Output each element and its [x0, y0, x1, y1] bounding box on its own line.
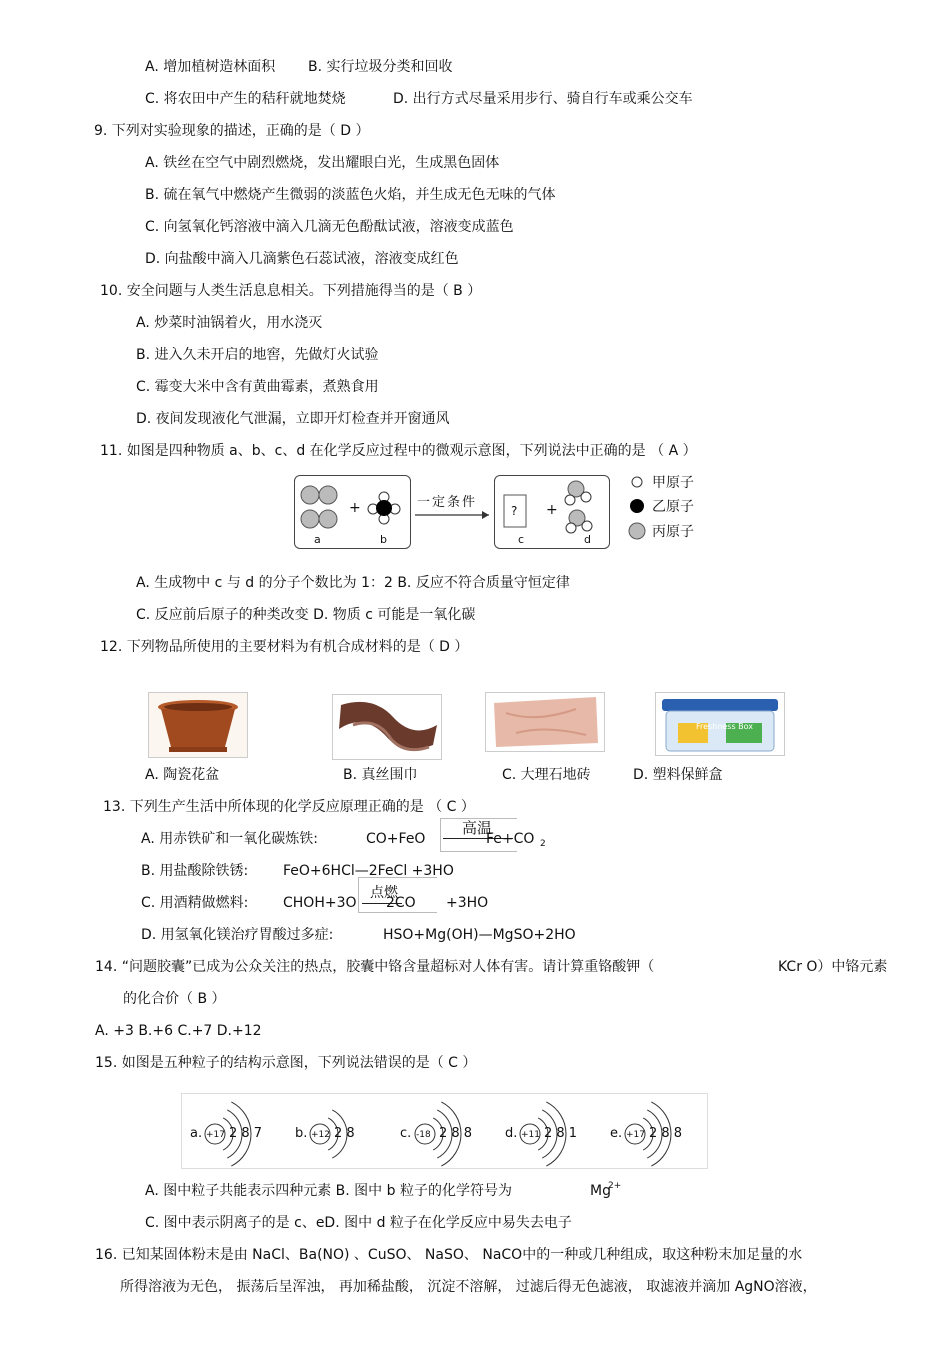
nucleus-charge: +11 [521, 1130, 540, 1140]
q13-option-b: B. 用盐酸除铁锈: [141, 863, 249, 879]
q15-mg-symbol: Mg [590, 1183, 611, 1199]
q11-options-cd: C. 反应前后原子的种类改变 D. 物质 c 可能是一氧化碳 [136, 607, 476, 623]
q13-c-equation-mid: 2CO [386, 895, 416, 911]
q9-option-b: B. 硫在氧气中燃烧产生微弱的淡蓝色火焰，并生成无色无味的气体 [145, 187, 556, 203]
electron-counts: 2 8 [334, 1126, 355, 1141]
q10-option-b: B. 进入久未开启的地窖，先做灯火试验 [136, 347, 379, 363]
q13-option-d: D. 用氢氧化镁治疗胃酸过多症: [141, 927, 334, 943]
q11-options-ab: A. 生成物中 c 与 d 的分子个数比为 1：2 B. 反应不符合质量守恒定律 [136, 575, 570, 591]
question-mark: ? [511, 504, 518, 518]
marble-tile-image [485, 692, 605, 752]
plastic-box-image [655, 692, 785, 756]
q13-d-equation: HSO+Mg(OH)—MgSO+2HO [383, 927, 576, 943]
q11-stem: 11. 如图是四种物质 a、b、c、d 在化学反应过程中的微观示意图，下列说法中正确的是 （ A ） [100, 443, 697, 459]
q9-option-d: D. 向盐酸中滴入几滴紫色石蕊试液，溶液变成红色 [145, 251, 459, 267]
atom-a-2 [319, 486, 337, 504]
q9-option-c: C. 向氢氧化钙溶液中滴入几滴无色酚酞试液，溶液变成蓝色 [145, 219, 514, 235]
atom-a-4 [319, 510, 337, 528]
q10-stem: 10. 安全问题与人类生活息息相关。下列措施得当的是（ B ） [100, 283, 482, 299]
q13-c-condition: 点燃 [370, 885, 398, 901]
legend-gray-atom [629, 523, 645, 539]
q13-a-condition: 高温 [462, 819, 493, 837]
reaction-condition: 一定条件 [417, 495, 478, 510]
q8-option-d: D. 出行方式尽量采用步行、骑自行车或乘公交车 [393, 91, 693, 107]
electron-counts: 2 8 1 [544, 1126, 578, 1141]
q13-a-equation-left: CO+FeO [366, 831, 426, 847]
q15-stem: 15. 如图是五种粒子的结构示意图，下列说法错误的是（ C ） [95, 1055, 477, 1071]
q15-options-ab: A. 图中粒子共能表示四种元素 B. 图中 b 粒子的化学符号为 [145, 1183, 512, 1199]
electron-counts: 2 8 8 [439, 1126, 473, 1141]
q16-stem-line2: 所得溶液为无色， 振荡后呈浑浊， 再加稀盐酸， 沉淀不溶解， 过滤后得无色滤液， 取滤液并滴加 AgNO溶液， [120, 1279, 817, 1295]
q13-option-a: A. 用赤铁矿和一氧化碳炼铁: [141, 831, 318, 847]
electron-counts: 2 8 7 [229, 1126, 263, 1141]
q8-option-c: C. 将农田中产生的秸秆就地焚烧 [145, 91, 346, 107]
q10-option-a: A. 炒菜时油锅着火，用水浇灭 [136, 315, 323, 331]
q10-option-d: D. 夜间发现液化气泄漏，立即开灯检查并开窗通风 [136, 411, 450, 427]
atom-d-3 [565, 495, 575, 505]
q13-a-equation-right: Fe+CO [486, 831, 535, 847]
q15-mg-charge: 2+ [608, 1181, 622, 1191]
nucleus-charge: +17 [206, 1130, 225, 1140]
q10-option-c: C. 霉变大米中含有黄曲霉素，煮熟食用 [136, 379, 379, 395]
particle-label: e. [610, 1126, 623, 1141]
particle-label: d. [505, 1126, 518, 1141]
q14-stem-line1: 14. “问题胶囊”已成为公众关注的热点，胶囊中铬含量超标对人体有害。请计算重铬酸钾（ [95, 959, 655, 975]
particle-label: b. [295, 1126, 308, 1141]
q13-b-equation: FeO+6HCl—2FeCl +3HO [283, 863, 454, 879]
atom-d-6 [566, 523, 576, 533]
q13-c-equation-left: CHOH+3O [283, 895, 357, 911]
label-c: c [518, 533, 525, 546]
q9-option-a: A. 铁丝在空气中剧烈燃烧，发出耀眼白光，生成黑色固体 [145, 155, 500, 171]
q12-stem: 12. 下列物品所使用的主要材料为有机合成材料的是（ D ） [100, 639, 469, 655]
legend-label-2: 乙原子 [652, 499, 694, 515]
nucleus-charge: -18 [416, 1130, 431, 1140]
legend-white-atom [632, 477, 642, 487]
q13-stem: 13. 下列生产生活中所体现的化学反应原理正确的是 （ C ） [103, 799, 475, 815]
q9-stem: 9. 下列对实验现象的描述，正确的是（ D ） [94, 123, 370, 139]
q15-options-cd: C. 图中表示阴离子的是 c、eD. 图中 d 粒子在化学反应中易失去电子 [145, 1215, 572, 1231]
plus-sign-2: + [546, 502, 558, 518]
q13-option-c: C. 用酒精做燃料: [141, 895, 249, 911]
legend-label-3: 丙原子 [652, 524, 694, 540]
nucleus-charge: +17 [626, 1130, 645, 1140]
q12-option-d: D. 塑料保鲜盒 [633, 767, 723, 783]
legend-black-atom [630, 499, 644, 513]
legend-label-1: 甲原子 [652, 475, 694, 491]
q11-reaction-diagram [292, 473, 704, 553]
label-b: b [380, 533, 387, 546]
atom-a-3 [301, 510, 319, 528]
q12-option-b: B. 真丝围巾 [343, 767, 418, 783]
q14-stem-formula: KCr O）中铬元素 [778, 959, 888, 975]
label-d: d [584, 533, 591, 546]
ceramic-pot-image [148, 692, 248, 758]
q15-particle-diagram [181, 1093, 708, 1169]
q14-stem-line2: 的化合价（ B ） [123, 991, 226, 1007]
q16-stem-line1: 16. 已知某固体粉末是由 NaCl、Ba(NO) 、CuSO、 NaSO、 NaCO中的一种或几种组成，取这种粉末加足量的水 [95, 1247, 803, 1263]
electron-counts: 2 8 8 [649, 1126, 683, 1141]
q12-option-a: A. 陶瓷花盆 [145, 767, 220, 783]
q13-a-subscript: 2 [540, 839, 546, 849]
atom-a-1 [301, 486, 319, 504]
atom-d-2 [581, 492, 591, 502]
q14-options: A. +3 B.+6 C.+7 D.+12 [95, 1023, 262, 1039]
q12-option-c: C. 大理石地砖 [502, 767, 591, 783]
silk-scarf-image [332, 694, 442, 760]
freshness-box-label: Freshness Box [696, 722, 754, 731]
nucleus-charge: +12 [311, 1130, 330, 1140]
q13-c-equation-right: +3HO [446, 895, 489, 911]
particle-label: a. [190, 1126, 203, 1141]
q8-option-b: B. 实行垃圾分类和回收 [308, 59, 453, 75]
particle-label: c. [400, 1126, 412, 1141]
plus-sign-1: + [349, 500, 361, 516]
atom-b-center [376, 500, 392, 516]
q8-option-a: A. 增加植树造林面积 [145, 59, 276, 75]
label-a: a [314, 533, 321, 546]
